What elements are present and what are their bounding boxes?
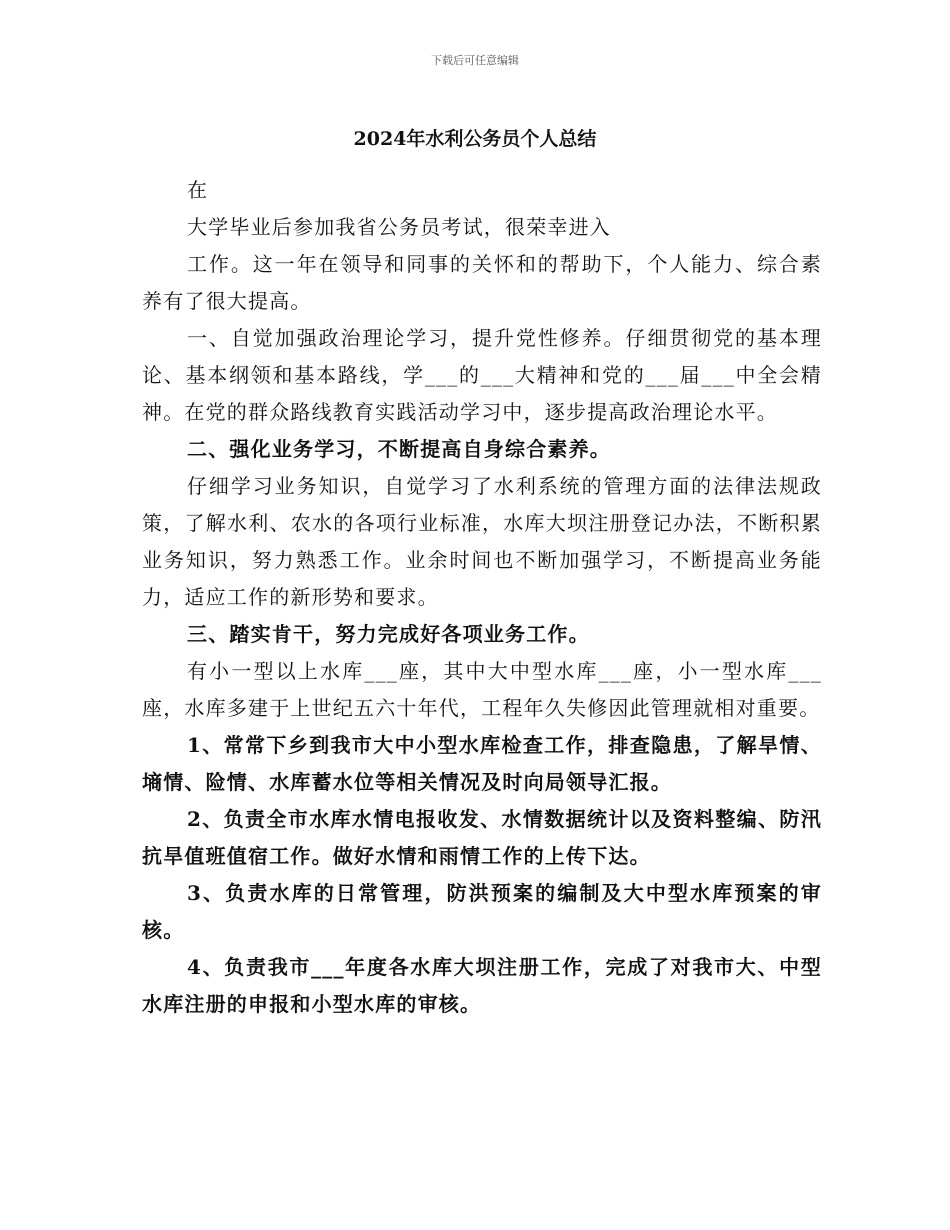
- paragraph: 仔细学习业务知识，自觉学习了水利系统的管理方面的法律法规政策，了解水利、农水的各项行业标准，水库大坝注册登记办法，不断积累业务知识，努力熟悉工作。业余时间也不断加强学习，不断提高业务能力，适应工作的新形势和要求。: [142, 474, 822, 609]
- paragraph: 在: [187, 178, 209, 202]
- list-item: 1、常常下乡到我市大中小型水库检查工作，排查隐患，了解旱情、墒情、险情、水库蓄水位等相关情况及时向局领导汇报。: [142, 733, 822, 794]
- paragraph: 大学毕业后参加我省公务员考试，很荣幸进入: [187, 215, 611, 239]
- section-heading: 三、踏实肯干，努力完成好各项业务工作。: [187, 622, 590, 646]
- document-title: 2024年水利公务员个人总结: [353, 128, 597, 150]
- document-body: [142, 172, 822, 1023]
- list-item: 2、负责全市水库水情电报收发、水情数据统计以及资料整编、防汛抗旱值班值宿工作。做好水情和雨情工作的上传下达。: [142, 807, 822, 868]
- section-heading: 二、强化业务学习，不断提高自身综合素养。: [187, 437, 611, 461]
- list-item: 4、负责我市___年度各水库大坝注册工作，完成了对我市大、中型水库注册的申报和小型水库的审核。: [142, 955, 822, 1016]
- paragraph: 工作。这一年在领导和同事的关怀和的帮助下，个人能力、综合素养有了很大提高。: [142, 252, 822, 313]
- paragraph: 有小一型以上水库___座，其中大中型水库___座，小一型水库___座，水库多建于上世纪五六十年代，工程年久失修因此管理就相对重要。: [142, 659, 822, 720]
- list-item: 3、负责水库的日常管理，防洪预案的编制及大中型水库预案的审核。: [142, 881, 822, 942]
- paragraph: 一、自觉加强政治理论学习，提升党性修养。仔细贯彻党的基本理论、基本纲领和基本路线，学___的___大精神和党的___届___中全会精神。在党的群众路线教育实践活动学习中，逐步提高政治理论水平。: [142, 326, 822, 424]
- page-header-note: 下载后可任意编辑: [431, 54, 519, 67]
